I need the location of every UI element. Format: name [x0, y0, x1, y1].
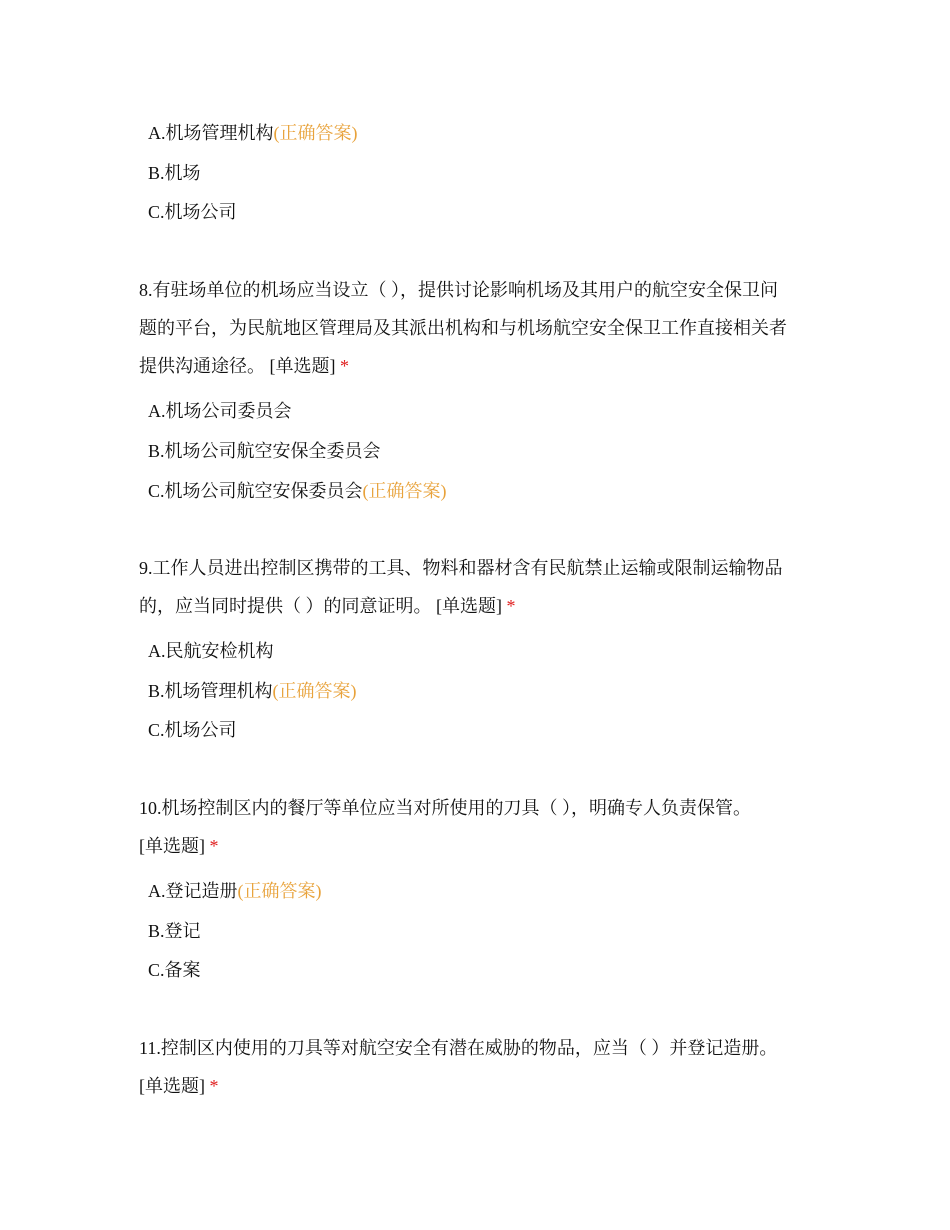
question-8-option-c [148, 479, 447, 503]
option-label: B.机场 [148, 163, 201, 183]
prev-question-option-a [148, 121, 358, 145]
required-mark: * [340, 356, 349, 376]
question-text-line: 题的平台，为民航地区管理局及其派出机构和与机场航空安全保卫工作直接相关者 [139, 318, 787, 338]
question-text: 提供沟通途径。 [139, 356, 265, 376]
required-mark: * [209, 1076, 219, 1096]
question-9 [139, 549, 819, 625]
question-10-option-b [148, 919, 201, 943]
question-8-option-a [148, 399, 292, 423]
option-label: A.机场管理机构 [148, 123, 274, 143]
question-8 [139, 271, 819, 385]
option-label: B.登记 [148, 921, 201, 941]
question-10-option-a [148, 879, 322, 903]
option-label: C.备案 [148, 960, 201, 980]
question-type-tag: [单选题] [139, 836, 205, 856]
option-label: C.机场公司 [148, 202, 237, 222]
question-text-line: 10.机场控制区内的餐厅等单位应当对所使用的刀具（ ），明确专人负责保管。 [139, 798, 751, 818]
option-label: B.机场管理机构 [148, 681, 273, 701]
correct-answer-mark: (正确答案) [272, 681, 357, 701]
option-label: A.民航安检机构 [148, 641, 274, 661]
correct-answer-mark: (正确答案) [273, 123, 358, 143]
question-9-option-b [148, 679, 357, 703]
question-10 [139, 789, 819, 865]
option-label: C.机场公司航空安保委员会 [148, 481, 363, 501]
question-type-tag: [单选题] [269, 356, 336, 376]
question-text-line-last [139, 347, 819, 385]
option-label: A.机场公司委员会 [148, 401, 292, 421]
correct-answer-mark: (正确答案) [362, 481, 447, 501]
required-mark: * [209, 836, 219, 856]
option-label: C.机场公司 [148, 720, 237, 740]
question-text-line: 9.工作人员进出控制区携带的工具、物料和器材含有民航禁止运输或限制运输物品 [139, 558, 783, 578]
question-10-option-c [148, 958, 201, 982]
question-text-line: 8.有驻场单位的机场应当设立（ ），提供讨论影响机场及其用户的航空安全保卫问 [139, 280, 778, 300]
question-text-line-last [139, 1067, 819, 1105]
question-9-option-c [148, 718, 237, 742]
correct-answer-mark: (正确答案) [237, 881, 322, 901]
required-mark: * [506, 596, 516, 616]
question-type-tag: [单选题] [436, 596, 502, 616]
question-11 [139, 1029, 819, 1105]
question-text-line-last [139, 587, 819, 625]
prev-question-option-c [148, 200, 237, 224]
question-text-line-last [139, 827, 819, 865]
option-label: A.登记造册 [148, 881, 238, 901]
prev-question-option-b [148, 161, 201, 185]
question-8-option-b [148, 439, 381, 463]
option-label: B.机场公司航空安保全委员会 [148, 441, 381, 461]
question-9-option-a [148, 639, 274, 663]
question-text-line: 11.控制区内使用的刀具等对航空安全有潜在威胁的物品，应当（ ）并登记造册。 [139, 1038, 778, 1058]
question-text: 的，应当同时提供（ ）的同意证明。 [139, 596, 432, 616]
question-type-tag: [单选题] [139, 1076, 205, 1096]
